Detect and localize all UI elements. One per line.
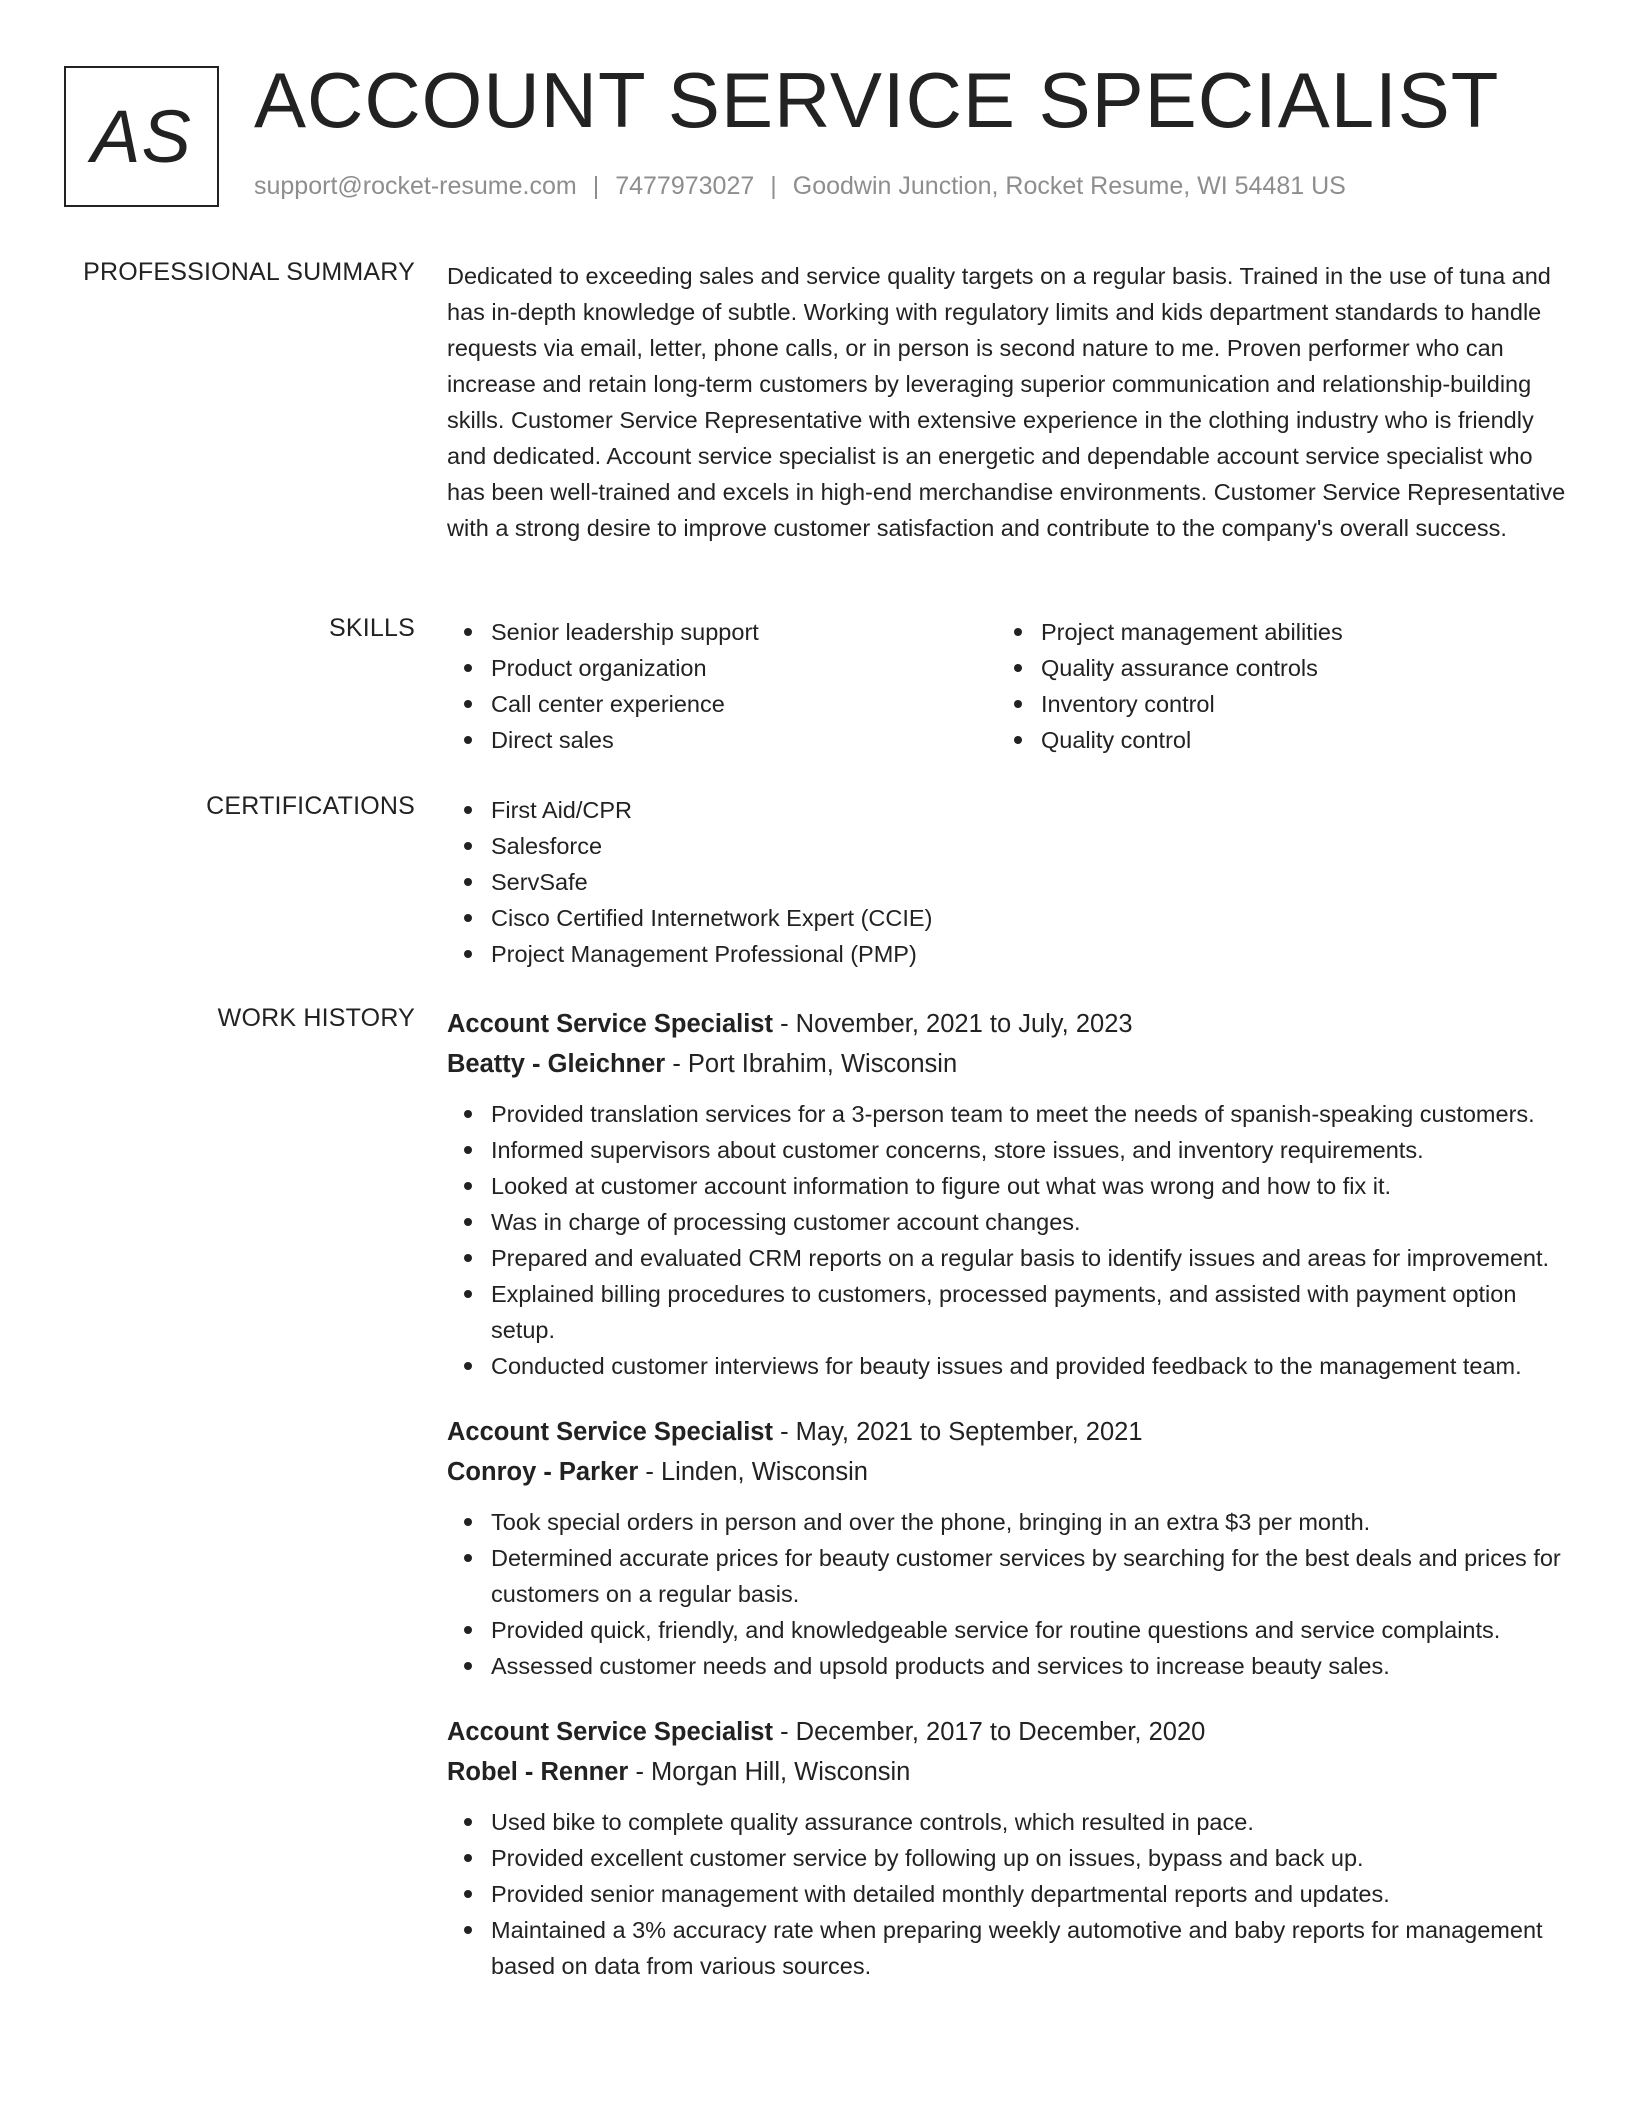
- job-bullets: [447, 1504, 1567, 1684]
- section-label-summary: PROFESSIONAL SUMMARY: [83, 258, 415, 286]
- section-label-certifications: CERTIFICATIONS: [206, 792, 415, 820]
- job-bullet: Informed supervisors about customer concerns, store issues, and inventory requirements.: [447, 1132, 1567, 1168]
- job-company-line: [447, 1044, 1567, 1084]
- contact-address: Goodwin Junction, Rocket Resume, WI 54481 US: [792, 172, 1346, 200]
- certifications-body: [447, 792, 1567, 972]
- job-title: Account Service Specialist: [447, 1418, 773, 1446]
- job-company: Robel - Renner: [447, 1758, 629, 1786]
- job-title-line: [447, 1412, 1567, 1452]
- job-bullet: Maintained a 3% accuracy rate when preparing weekly automotive and baby reports for management based on data from various sources.: [447, 1912, 1567, 1984]
- job-bullet: Explained billing procedures to customers, processed payments, and assisted with payment option setup.: [447, 1276, 1567, 1348]
- skill-item: Senior leadership support: [447, 614, 997, 650]
- job-bullets: [447, 1096, 1567, 1384]
- skill-item: Quality assurance controls: [997, 650, 1547, 686]
- skill-item: Inventory control: [997, 686, 1547, 722]
- job-bullet: Was in charge of processing customer account changes.: [447, 1204, 1567, 1240]
- job-title: Account Service Specialist: [447, 1718, 773, 1746]
- job-dates: - November, 2021 to July, 2023: [780, 1010, 1133, 1038]
- skill-item: Quality control: [997, 722, 1547, 758]
- contact-separator: |: [592, 172, 600, 200]
- monogram-initials: AS: [91, 95, 192, 178]
- job-bullet: Provided excellent customer service by following up on issues, bypass and back up.: [447, 1840, 1567, 1876]
- certifications-list: [447, 792, 1567, 972]
- job-bullet: Prepared and evaluated CRM reports on a regular basis to identify issues and areas for improvement.: [447, 1240, 1567, 1276]
- job-bullet: Assessed customer needs and upsold products and services to increase beauty sales.: [447, 1648, 1567, 1684]
- job-company-line: [447, 1452, 1567, 1492]
- job-title: Account Service Specialist: [447, 1010, 773, 1038]
- summary-body: [447, 258, 1567, 546]
- job-location: - Linden, Wisconsin: [645, 1458, 868, 1486]
- summary-text: Dedicated to exceeding sales and service quality targets on a regular basis. Trained in the use of tuna and has in-depth knowledge of subtle. Working with regulatory limits and kids department standards to handle requests via email, letter, phone calls, or in person is second nature to me. Proven performer who can increase and retain long-term customers by leveraging superior communication and relationship-building skills. Customer Service Representative with extensive experience in the clothing industry who is friendly and dedicated. Account service specialist is an energetic and dependable account service specialist who has been well-trained and excels in high-end merchandise environments. Customer Service Representative with a strong desire to improve customer satisfaction and contribute to the company's overall success.: [447, 263, 1566, 541]
- skills-list-right: [997, 614, 1547, 758]
- job-bullet: Provided translation services for a 3-person team to meet the needs of spanish-speaking customers.: [447, 1096, 1567, 1132]
- job-bullet: Conducted customer interviews for beauty issues and provided feedback to the management team.: [447, 1348, 1567, 1384]
- job-dates: - May, 2021 to September, 2021: [780, 1418, 1143, 1446]
- job-location: - Port Ibrahim, Wisconsin: [672, 1050, 958, 1078]
- job-bullet: Took special orders in person and over the phone, bringing in an extra $3 per month.: [447, 1504, 1567, 1540]
- job-bullets: [447, 1804, 1567, 1984]
- job-title-line: [447, 1712, 1567, 1752]
- certification-item: Salesforce: [447, 828, 1567, 864]
- job-bullet: Provided quick, friendly, and knowledgeable service for routine questions and service complaints.: [447, 1612, 1567, 1648]
- skill-item: Direct sales: [447, 722, 997, 758]
- job-entry: [447, 1004, 1567, 1384]
- skill-item: Project management abilities: [997, 614, 1547, 650]
- job-bullet: Determined accurate prices for beauty customer services by searching for the best deals and prices for customers on a regular basis.: [447, 1540, 1567, 1612]
- monogram-box: [64, 66, 219, 207]
- job-bullet: Used bike to complete quality assurance controls, which resulted in pace.: [447, 1804, 1567, 1840]
- job-bullet: Provided senior management with detailed monthly departmental reports and updates.: [447, 1876, 1567, 1912]
- certification-item: ServSafe: [447, 864, 1567, 900]
- certification-item: First Aid/CPR: [447, 792, 1567, 828]
- contact-separator: |: [770, 172, 777, 200]
- contact-line: [254, 172, 1346, 201]
- contact-email[interactable]: support@rocket-resume.com: [254, 172, 577, 200]
- job-bullet: Looked at customer account information to figure out what was wrong and how to fix it.: [447, 1168, 1567, 1204]
- job-company: Conroy - Parker: [447, 1458, 639, 1486]
- skill-item: Call center experience: [447, 686, 997, 722]
- job-entry: [447, 1412, 1567, 1684]
- section-label-skills: SKILLS: [329, 614, 415, 642]
- contact-phone[interactable]: 7477973027: [615, 172, 755, 200]
- resume-title: ACCOUNT SERVICE SPECIALIST: [254, 56, 1500, 144]
- certification-item: Cisco Certified Internetwork Expert (CCIE): [447, 900, 1567, 936]
- job-location: - Morgan Hill, Wisconsin: [635, 1758, 911, 1786]
- job-company-line: [447, 1752, 1567, 1792]
- certification-item: Project Management Professional (PMP): [447, 936, 1567, 972]
- job-title-line: [447, 1004, 1567, 1044]
- section-label-work-history: WORK HISTORY: [217, 1004, 415, 1032]
- job-dates: - December, 2017 to December, 2020: [780, 1718, 1206, 1746]
- job-company: Beatty - Gleichner: [447, 1050, 666, 1078]
- job-entry: [447, 1712, 1567, 1984]
- skills-list-left: [447, 614, 997, 758]
- work-history-body: [447, 1004, 1567, 2012]
- skill-item: Product organization: [447, 650, 997, 686]
- skills-grid: [447, 614, 1567, 758]
